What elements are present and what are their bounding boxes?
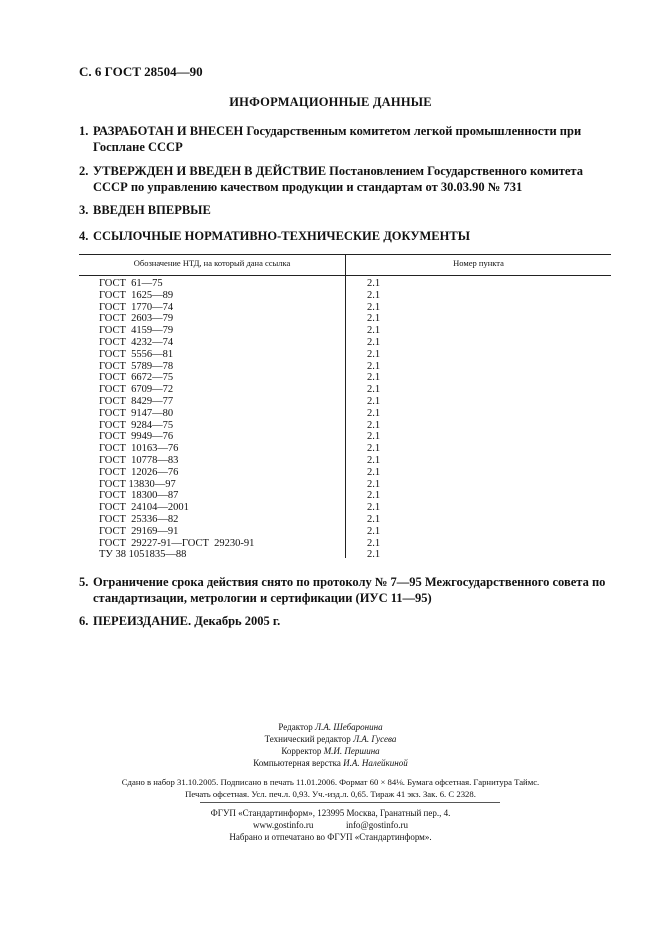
table-row (79, 408, 611, 420)
document-designation: ГОСТ 1770—74 (99, 301, 174, 313)
layout-name: И.А. Налейкиной (343, 758, 408, 768)
print-details-line-2: Печать офсетная. Усл. печ.л. 0,93. Уч.-изд.л. 0,65. Тираж 41 экз. Зак. 6. С 2328. (185, 789, 476, 799)
document-designation: ГОСТ 18300—87 (99, 490, 179, 502)
document-designation: ГОСТ 5556—81 (99, 348, 174, 360)
document-designation: ГОСТ 9949—76 (99, 431, 174, 443)
layout-label: Компьютерная верстка (253, 758, 341, 768)
table-row (79, 313, 611, 325)
contacts-line (0, 820, 661, 830)
item-text: ВВЕДЕН ВПЕРВЫЕ (93, 203, 211, 217)
clause-number: 2.1 (367, 443, 381, 455)
clause-number: 2.1 (367, 336, 381, 348)
table-row (79, 384, 611, 396)
item-number: 1. (79, 124, 89, 138)
editor-label: Редактор (278, 722, 313, 732)
table-row (79, 337, 611, 349)
document-designation: ГОСТ 6672—75 (99, 372, 174, 384)
clause-number: 2.1 (367, 537, 381, 549)
clause-number: 2.1 (367, 395, 381, 407)
info-item-3 (79, 202, 613, 218)
table-row (79, 502, 611, 514)
item-number: 2. (79, 164, 89, 178)
document-designation: ГОСТ 29227-91—ГОСТ 29230-91 (99, 537, 255, 549)
document-designation: ТУ 38 1051835—88 (99, 549, 187, 561)
clause-number: 2.1 (367, 360, 381, 372)
table-row (79, 455, 611, 467)
table-body (79, 276, 611, 561)
table-row (79, 479, 611, 491)
page-header: С. 6 ГОСТ 28504—90 (79, 64, 203, 79)
table-row (79, 361, 611, 373)
editor-line (0, 722, 661, 732)
table-row (79, 514, 611, 526)
info-item-1 (79, 123, 613, 155)
document-designation: ГОСТ 2603—79 (99, 313, 174, 325)
table-row (79, 549, 611, 561)
item-text: ССЫЛОЧНЫЕ НОРМАТИВНО-ТЕХНИЧЕСКИЕ ДОКУМЕНТЫ (93, 229, 470, 243)
email: info@gostinfo.ru (345, 820, 408, 830)
document-designation: ГОСТ 12026—76 (99, 466, 179, 478)
document-designation: ГОСТ 10163—76 (99, 443, 179, 455)
table-row (79, 290, 611, 302)
document-designation: ГОСТ 29169—91 (99, 525, 179, 537)
info-item-4 (79, 228, 613, 244)
document-designation: ГОСТ 25336—82 (99, 513, 179, 525)
clause-number: 2.1 (367, 313, 381, 325)
document-designation: ГОСТ 61—75 (99, 278, 163, 289)
document-designation: ГОСТ 4232—74 (99, 336, 174, 348)
table-header (79, 254, 611, 276)
references-table (79, 254, 611, 561)
document-designation: ГОСТ 8429—77 (99, 395, 174, 407)
clause-number: 2.1 (367, 502, 381, 514)
clause-number: 2.1 (367, 289, 381, 301)
table-row (79, 372, 611, 384)
document-designation: ГОСТ 4159—79 (99, 325, 174, 337)
divider (200, 802, 500, 803)
clause-number: 2.1 (367, 513, 381, 525)
publisher-address: ФГУП «Стандартинформ», 123995 Москва, Гранатный пер., 4. (210, 808, 451, 818)
clause-number: 2.1 (367, 525, 381, 537)
item-number: 5. (79, 575, 89, 589)
document-designation: ГОСТ 5789—78 (99, 360, 174, 372)
clause-number: 2.1 (367, 348, 381, 360)
table-row (79, 396, 611, 408)
column-header-clause: Номер пункта (453, 258, 504, 268)
document-designation: ГОСТ 24104—2001 (99, 502, 189, 514)
clause-number: 2.1 (367, 419, 381, 431)
clause-number: 2.1 (367, 278, 381, 289)
document-designation: ГОСТ 10778—83 (99, 454, 179, 466)
table-row (79, 526, 611, 538)
section-title: ИНФОРМАЦИОННЫЕ ДАННЫЕ (229, 95, 432, 109)
info-item-6 (79, 613, 613, 629)
info-item-5 (79, 574, 613, 606)
tech-editor-label: Технический редактор (264, 734, 351, 744)
clause-number: 2.1 (367, 431, 381, 443)
clause-number: 2.1 (367, 301, 381, 313)
tech-editor-line (0, 734, 661, 744)
clause-number: 2.1 (367, 407, 381, 419)
table-row (79, 538, 611, 550)
document-designation: ГОСТ 1625—89 (99, 289, 174, 301)
info-item-2 (79, 163, 613, 195)
corrector-label: Корректор (281, 746, 322, 756)
table-row (79, 467, 611, 479)
table-row (79, 278, 611, 290)
item-text: УТВЕРЖДЕН И ВВЕДЕН В ДЕЙСТВИЕ Постановлением Государственного комитета СССР по управлению качеством продукции и стандартам от 30.03.90 № 731 (93, 164, 583, 194)
clause-number: 2.1 (367, 454, 381, 466)
column-header-document: Обозначение НТД, на который дана ссылка (133, 258, 291, 268)
table-row (79, 420, 611, 432)
item-text: РАЗРАБОТАН И ВНЕСЕН Государственным комитетом легкой промышленности при Госплане СССР (93, 124, 582, 154)
clause-number: 2.1 (367, 325, 381, 337)
clause-number: 2.1 (367, 384, 381, 396)
clause-number: 2.1 (367, 478, 381, 490)
item-text: Ограничение срока действия снято по протоколу № 7—95 Межгосударственного совета по стандартизации, метрологии и сертификации (ИУС 11—95) (93, 575, 606, 605)
table-row (79, 490, 611, 502)
table-row (79, 325, 611, 337)
corrector-name: М.И. Першина (323, 746, 380, 756)
layout-line (0, 758, 661, 768)
printed-by: Набрано и отпечатано во ФГУП «Стандартинформ». (229, 832, 432, 842)
editor-name: Л.А. Шебаронина (315, 722, 383, 732)
document-designation: ГОСТ 9147—80 (99, 407, 174, 419)
clause-number: 2.1 (367, 466, 381, 478)
tech-editor-name: Л.А. Гусева (353, 734, 397, 744)
clause-number: 2.1 (367, 372, 381, 384)
corrector-line (0, 746, 661, 756)
item-text: ПЕРЕИЗДАНИЕ. Декабрь 2005 г. (93, 614, 281, 628)
clause-number: 2.1 (367, 549, 381, 561)
table-row (79, 302, 611, 314)
item-number: 4. (79, 229, 89, 243)
table-row (79, 349, 611, 361)
document-designation: ГОСТ 6709—72 (99, 384, 174, 396)
clause-number: 2.1 (367, 490, 381, 502)
website: www.gostinfo.ru (253, 820, 314, 830)
table-row (79, 431, 611, 443)
document-designation: ГОСТ 13830—97 (99, 478, 176, 490)
item-number: 3. (79, 203, 89, 217)
document-designation: ГОСТ 9284—75 (99, 419, 174, 431)
table-row (79, 443, 611, 455)
print-details-line-1: Сдано в набор 31.10.2005. Подписано в печать 11.01.2006. Формат 60 × 84⅛. Бумага офсетная. Гарнитура Таймс. (121, 777, 540, 787)
item-number: 6. (79, 614, 89, 628)
